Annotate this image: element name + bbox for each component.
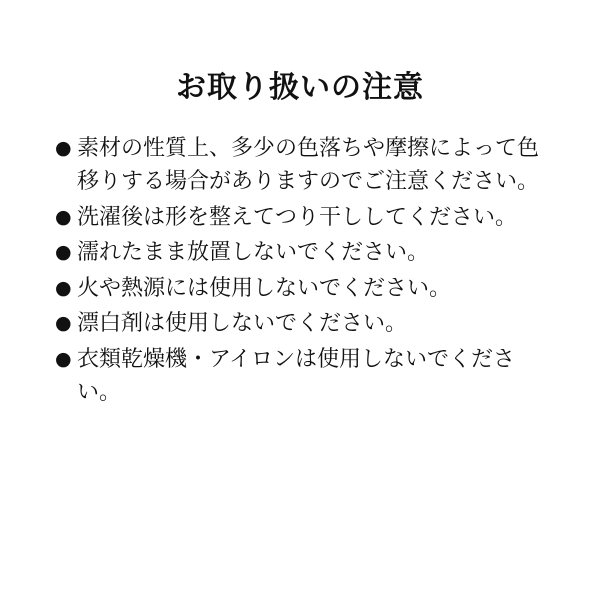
care-notes-list	[55, 132, 545, 412]
bullet-icon: ●	[55, 347, 72, 370]
list-item	[55, 236, 545, 269]
list-item-text: 衣類乾燥機・アイロンは使用しないでください。	[77, 346, 516, 406]
bullet-icon: ●	[55, 137, 72, 159]
bullet-icon: ●	[55, 276, 72, 299]
list-item	[55, 307, 545, 340]
list-item-text: 火や熱源には使用しないでください。	[77, 275, 452, 301]
list-item	[55, 132, 545, 199]
bullet-icon: ●	[55, 312, 72, 335]
list-item-text: 洗濯後は形を整えてつり干ししてください。	[77, 204, 518, 230]
list-item	[55, 343, 545, 410]
bullet-icon: ●	[55, 241, 72, 264]
bullet-icon: ●	[55, 205, 72, 228]
list-item-text: 濡れたまま放置しないでください。	[77, 240, 430, 266]
list-item	[55, 201, 545, 234]
page-title: お取り扱いの注意	[176, 70, 424, 105]
list-item	[55, 272, 545, 305]
list-item-text: 素材の性質上、多少の色落ちや摩擦によって色移りする場合がありますのでご注意ください。	[77, 136, 540, 195]
list-item-text: 漂白剤は使用しないでください。	[77, 311, 408, 337]
